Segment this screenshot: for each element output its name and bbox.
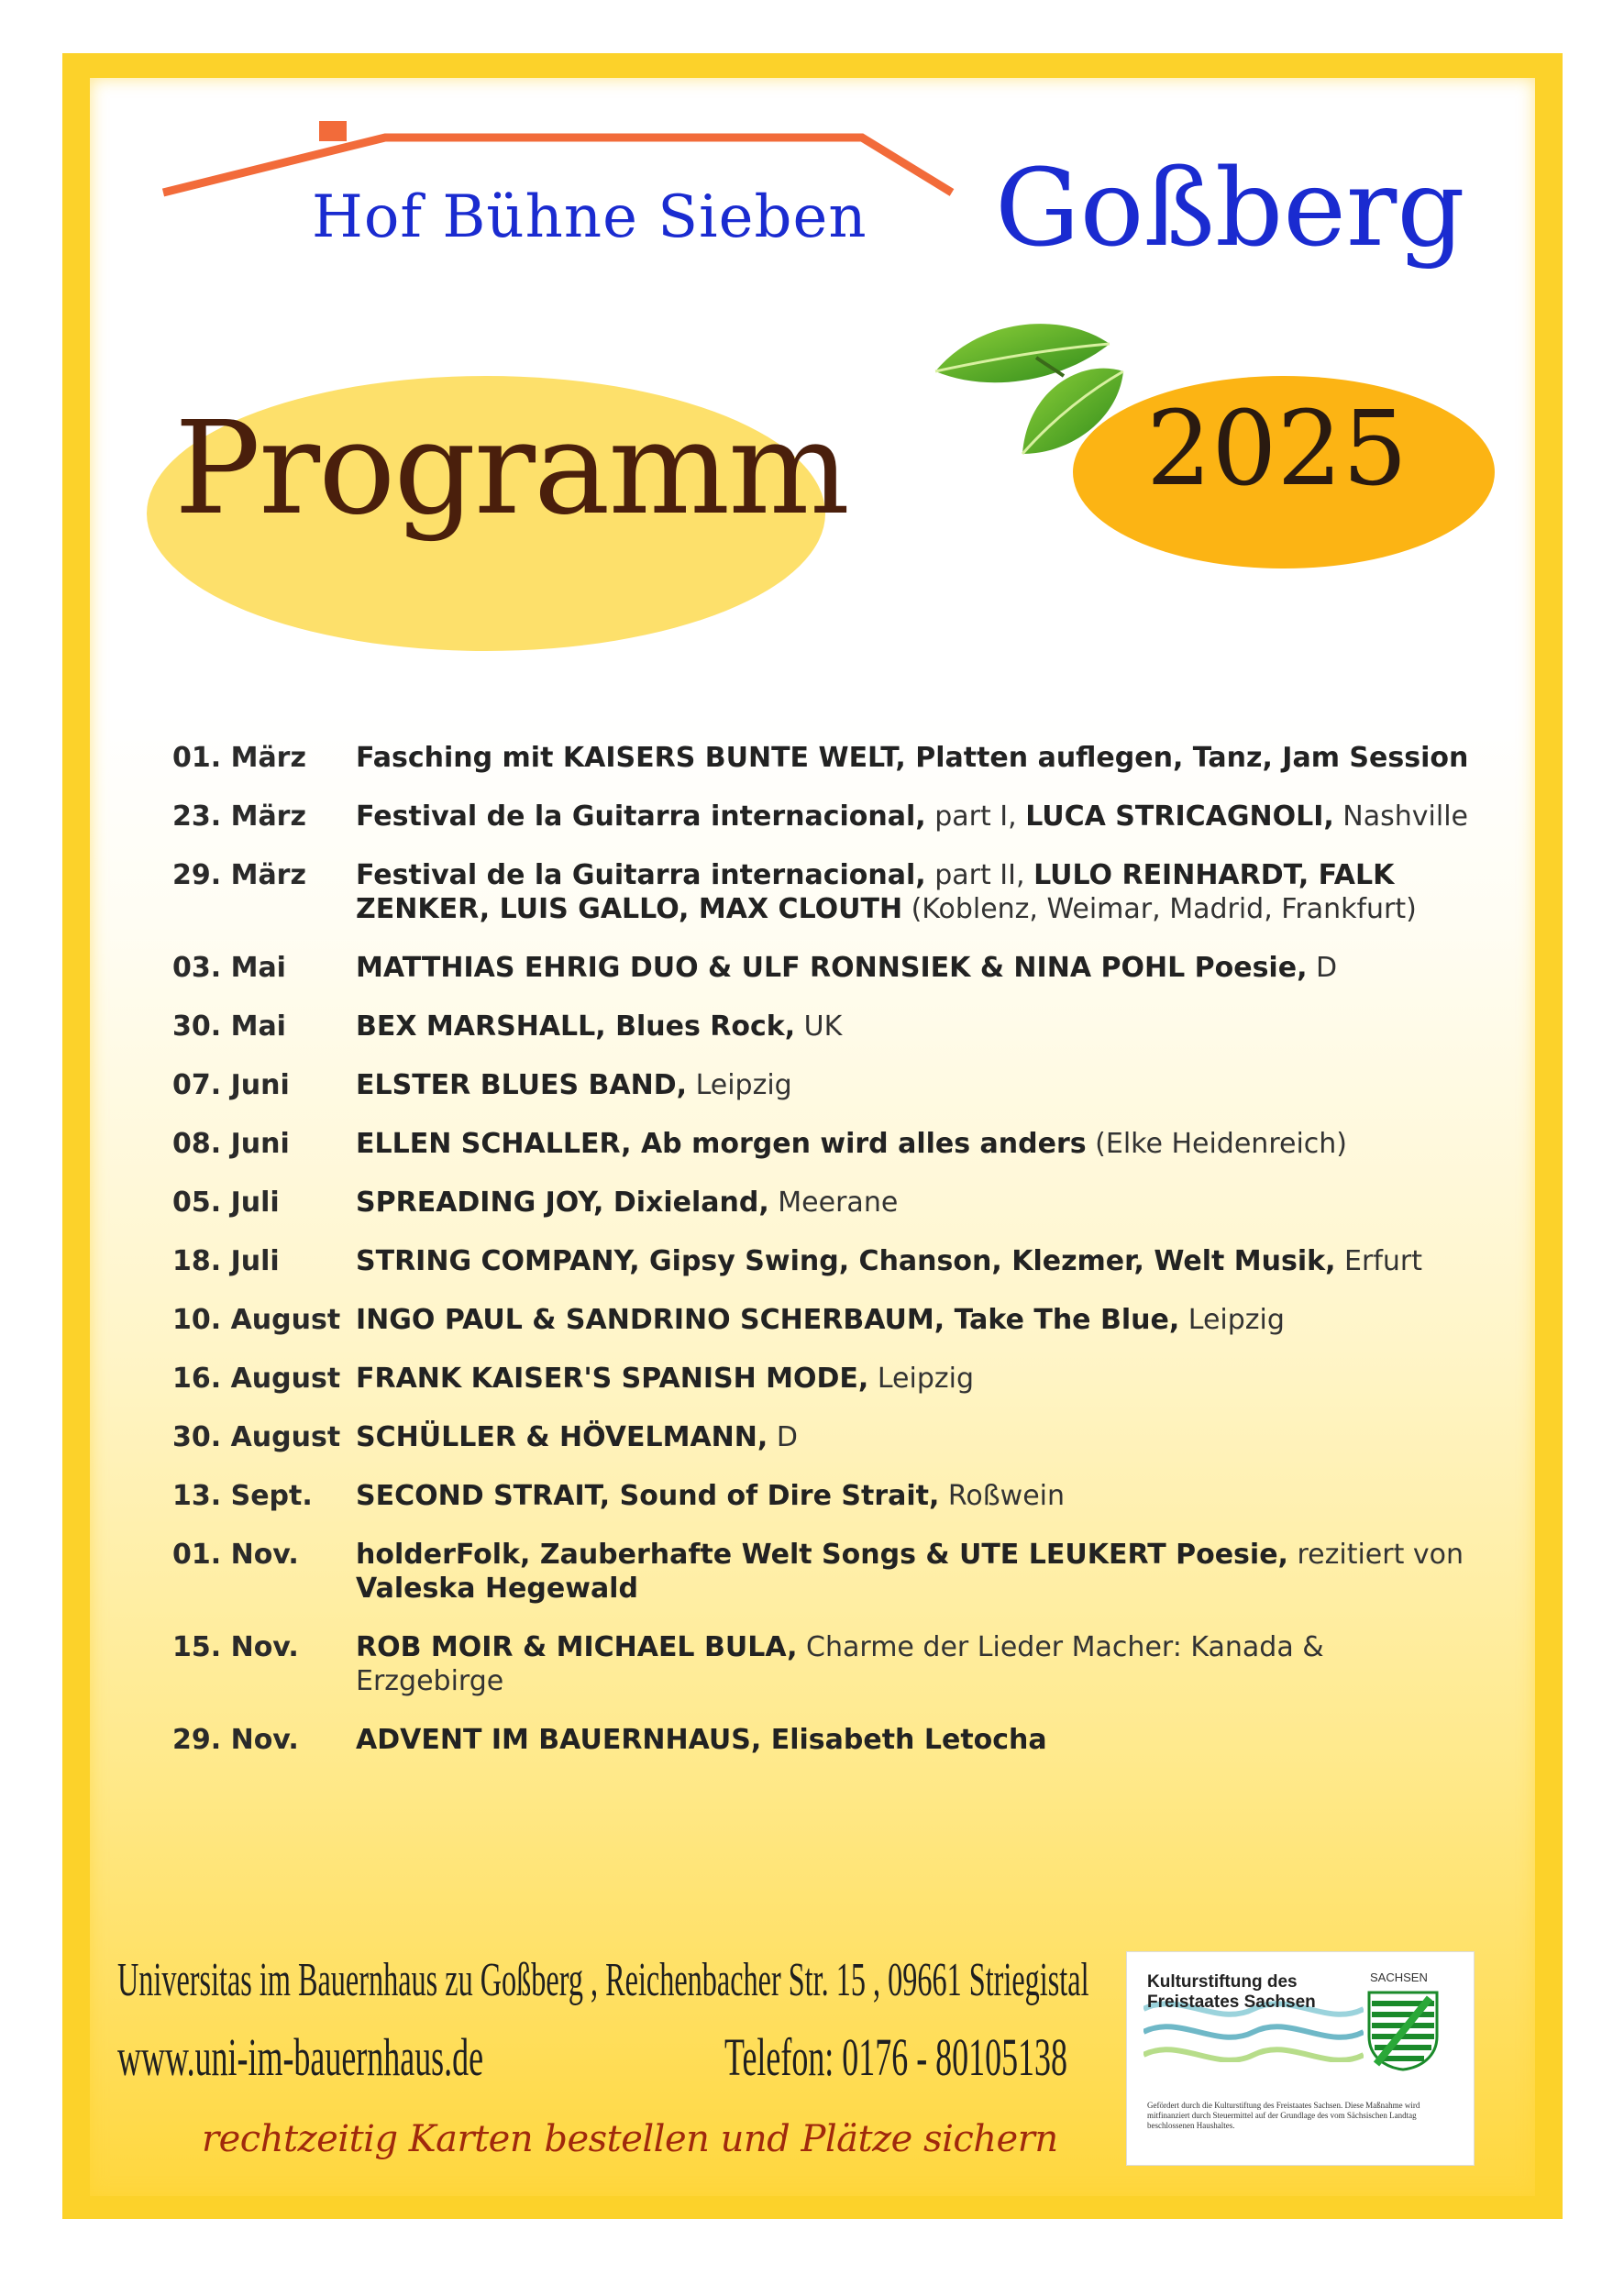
event-date: 30. Mai — [172, 1010, 286, 1043]
event-text-part: STRING COMPANY, Gipsy Swing, Chanson, Klezmer, Welt Musik, — [356, 1245, 1336, 1277]
event-text-part: ADVENT IM BAUERNHAUS, Elisabeth Letocha — [356, 1724, 1047, 1756]
event-description — [356, 1244, 1475, 1278]
event-row — [172, 800, 1475, 833]
event-text-part: Leipzig — [868, 1363, 974, 1395]
event-description — [356, 1127, 1475, 1161]
event-date: 10. August — [172, 1304, 341, 1336]
event-row — [172, 1186, 1475, 1220]
event-description — [356, 1186, 1475, 1220]
event-text-part: rezitiert von — [1287, 1539, 1464, 1571]
event-text-part: FRANK KAISER'S SPANISH MODE, — [356, 1363, 869, 1395]
event-row — [172, 1723, 1475, 1757]
event-description — [356, 1479, 1475, 1513]
saxony-shield-icon — [1367, 1991, 1439, 2071]
event-text-part: Leipzig — [687, 1069, 792, 1101]
event-date: 01. März — [172, 742, 306, 774]
event-text-part: Festival de la Guitarra internacional, — [356, 800, 926, 833]
event-date: 07. Juni — [172, 1069, 290, 1101]
event-list — [172, 741, 1475, 1782]
event-text-part: INGO PAUL & SANDRINO SCHERBAUM, Take The Blue, — [356, 1304, 1180, 1336]
event-description — [356, 1538, 1475, 1606]
event-text-part: UK — [795, 1010, 843, 1043]
year: 2025 — [1146, 390, 1409, 509]
event-text-part: Fasching mit KAISERS BUNTE WELT, Platten auflegen, Tanz, Jam Session — [356, 742, 1469, 774]
sponsor-box — [1126, 1951, 1475, 2166]
event-text-part: LUCA STRICAGNOLI, — [1025, 800, 1334, 833]
event-date: 16. August — [172, 1363, 341, 1395]
event-row — [172, 1420, 1475, 1454]
event-row — [172, 1244, 1475, 1278]
event-text-part: Leipzig — [1179, 1304, 1285, 1336]
event-text-part: D — [768, 1421, 798, 1453]
event-description — [356, 1723, 1475, 1757]
event-text-part: part I, — [925, 800, 1026, 833]
event-date: 05. Juli — [172, 1187, 280, 1219]
event-row — [172, 1127, 1475, 1161]
event-row — [172, 951, 1475, 985]
event-text-part: BEX MARSHALL, Blues Rock, — [356, 1010, 796, 1043]
sponsor-note: Gefördert durch die Kulturstiftung des Freistaates Sachsen. Diese Maßnahme wird mitfinanziert durch Steuermittel auf der Grundlage des vom Sächsischen Landtag beschlossenen Haushaltes. — [1147, 2101, 1420, 2130]
event-text-part: (Elke Heidenreich) — [1086, 1128, 1347, 1160]
event-text-part: Festival de la Guitarra internacional, — [356, 859, 926, 891]
event-description — [356, 951, 1475, 985]
event-text-part: SECOND STRAIT, Sound of Dire Strait, — [356, 1480, 940, 1512]
event-text-part: part II, — [925, 859, 1034, 891]
event-text-part: MATTHIAS EHRIG DUO & ULF RONNSIEK & NINA POHL Poesie, — [356, 952, 1308, 984]
event-row — [172, 1630, 1475, 1698]
event-row — [172, 1538, 1475, 1606]
event-description — [356, 741, 1475, 775]
event-description — [356, 1010, 1475, 1043]
event-date: 23. März — [172, 800, 306, 833]
venue-name: Hof Bühne Sieben — [312, 183, 867, 251]
sponsor-name: Kulturstiftung des Freistaates Sachsen — [1147, 1972, 1316, 2012]
event-text-part: SPREADING JOY, Dixieland, — [356, 1187, 769, 1219]
event-row — [172, 1362, 1475, 1396]
website-link[interactable]: www.uni-im-bauernhaus.de — [117, 2027, 484, 2087]
event-text-part: D — [1307, 952, 1338, 984]
event-date: 01. Nov. — [172, 1539, 299, 1571]
event-description — [356, 1068, 1475, 1102]
event-text-part: Valeska Hegewald — [356, 1573, 638, 1605]
event-date: 30. August — [172, 1421, 341, 1453]
state-label: SACHSEN — [1370, 1970, 1428, 1984]
event-text-part: LULO REINHARDT, FALK ZENKER, LUIS GALLO, MAX CLOUTH — [356, 859, 1395, 925]
event-description — [356, 800, 1475, 833]
event-text-part: Roßwein — [939, 1480, 1066, 1512]
event-text-part: Erfurt — [1335, 1245, 1423, 1277]
event-row — [172, 1068, 1475, 1102]
address: Universitas im Bauernhaus zu Goßberg , Reichenbacher Str. 15 , 09661 Striegistal — [117, 1954, 1089, 2006]
event-date: 18. Juli — [172, 1245, 280, 1277]
tickets-note: rechtzeitig Karten bestellen und Plätze sichern — [202, 2118, 1058, 2160]
event-text-part: holderFolk, Zauberhafte Welt Songs & UTE LEUKERT Poesie, — [356, 1539, 1288, 1571]
event-date: 08. Juni — [172, 1128, 290, 1160]
event-text-part: SCHÜLLER & HÖVELMANN, — [356, 1421, 768, 1453]
event-date: 03. Mai — [172, 952, 286, 984]
event-date: 15. Nov. — [172, 1631, 299, 1663]
event-date: 29. Nov. — [172, 1724, 299, 1756]
event-description — [356, 1303, 1475, 1337]
event-description — [356, 1630, 1475, 1698]
event-text-part: Charme der Lieder Macher: Kanada & Erzgebirge — [356, 1631, 1324, 1697]
event-text-part: (Koblenz, Weimar, Madrid, Frankfurt) — [902, 893, 1417, 925]
event-row — [172, 1010, 1475, 1043]
phone-number: Telefon: 0176 - 80105138 — [724, 2027, 1068, 2087]
event-row — [172, 741, 1475, 775]
event-description — [356, 858, 1475, 926]
event-row — [172, 1303, 1475, 1337]
event-text-part: Nashville — [1333, 800, 1468, 833]
event-row — [172, 858, 1475, 926]
event-text-part: ELLEN SCHALLER, Ab morgen wird alles anders — [356, 1128, 1087, 1160]
event-row — [172, 1479, 1475, 1513]
event-date: 13. Sept. — [172, 1480, 313, 1512]
place-name: Goßberg — [995, 147, 1465, 270]
event-text-part: ELSTER BLUES BAND, — [356, 1069, 688, 1101]
event-description — [356, 1420, 1475, 1454]
event-description — [356, 1362, 1475, 1396]
page-title: Programm — [174, 394, 848, 544]
event-text-part: ROB MOIR & MICHAEL BULA, — [356, 1631, 798, 1663]
event-date: 29. März — [172, 859, 306, 891]
event-text-part: Meerane — [768, 1187, 899, 1219]
